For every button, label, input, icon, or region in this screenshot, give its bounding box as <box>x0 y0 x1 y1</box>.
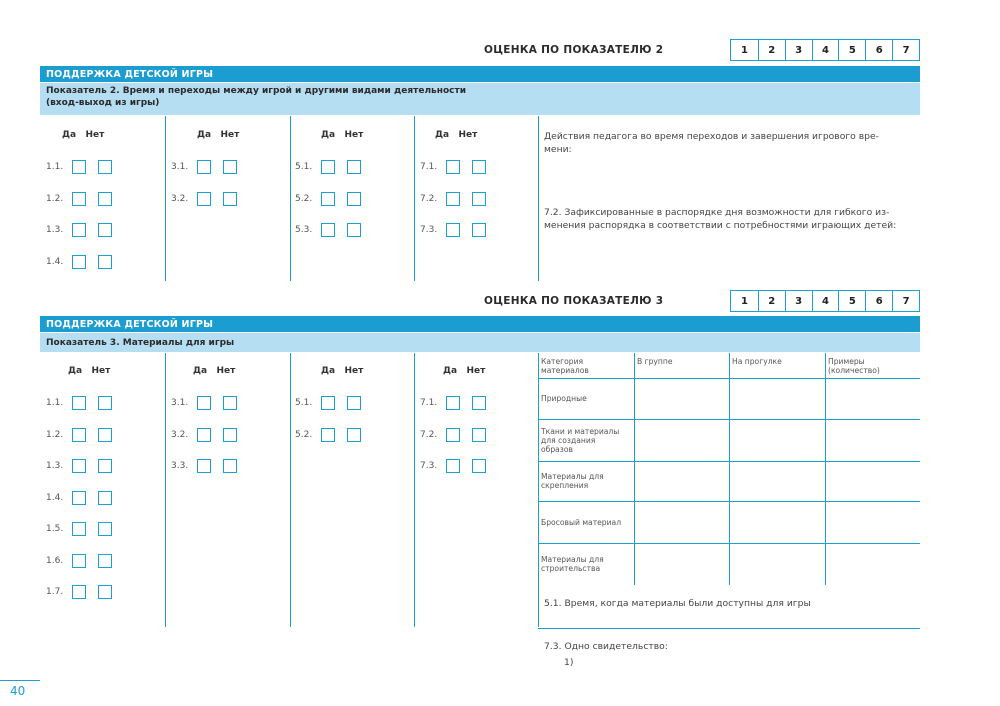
rating-box[interactable]: 7 <box>892 40 919 60</box>
no-label: Нет <box>344 130 364 140</box>
no-checkbox[interactable] <box>98 459 112 473</box>
no-checkbox[interactable] <box>98 255 112 269</box>
no-checkbox[interactable] <box>98 428 112 442</box>
yes-checkbox[interactable] <box>72 491 86 505</box>
yes-checkbox[interactable] <box>197 459 211 473</box>
yes-no-header <box>321 366 363 376</box>
checklist-row <box>46 428 112 442</box>
row-label: 1.2. <box>46 193 64 204</box>
indicator-bar-2 <box>40 83 920 115</box>
row-label: 1.1. <box>46 162 64 172</box>
row-label: 7.2. <box>420 429 438 440</box>
checklist-row <box>46 459 112 473</box>
no-checkbox[interactable] <box>223 428 237 442</box>
no-checkbox[interactable] <box>347 428 361 442</box>
checklist-row <box>295 223 361 237</box>
table-header-cell: На прогулке <box>732 357 782 366</box>
yes-checkbox[interactable] <box>446 192 460 206</box>
note-7-3: 7.3. Одно свидетельство: <box>544 641 668 652</box>
yes-checkbox[interactable] <box>321 160 335 174</box>
yes-no-header <box>68 366 110 376</box>
table-header-cell: В группе <box>637 357 673 366</box>
note-line: 7.2. Зафиксированные в распорядке дня возможности для гибкого из- <box>544 207 890 218</box>
no-checkbox[interactable] <box>472 160 486 174</box>
yes-checkbox[interactable] <box>446 428 460 442</box>
row-label: 1.6. <box>46 555 64 566</box>
rating-box[interactable]: 4 <box>812 40 839 60</box>
row-label: 3.1. <box>171 162 189 172</box>
checklist-row <box>46 491 112 505</box>
row-label: 5.1. <box>295 398 313 408</box>
checklist-row <box>46 192 112 206</box>
table-row-label: Материалы для строительства <box>541 555 604 573</box>
row-label: 1.3. <box>46 225 64 235</box>
no-checkbox[interactable] <box>347 396 361 410</box>
row-label: 3.3. <box>171 461 189 471</box>
yes-label: Да <box>197 130 212 140</box>
table-row-label: Материалы для скрепления <box>541 472 604 490</box>
note-line: мени: <box>544 144 572 155</box>
checklist-row <box>171 192 237 206</box>
rating-scale-2 <box>730 39 920 61</box>
row-label: 7.1. <box>420 398 438 408</box>
no-checkbox[interactable] <box>98 223 112 237</box>
table-row-label: Ткани и материалы для создания образов <box>541 426 620 454</box>
rating-box[interactable]: 2 <box>758 40 785 60</box>
rating-box[interactable]: 5 <box>838 40 865 60</box>
table-column-divider <box>825 353 826 585</box>
no-checkbox[interactable] <box>98 192 112 206</box>
rating-box[interactable]: 5 <box>838 291 865 311</box>
row-label: 1.4. <box>46 256 64 267</box>
yes-no-header <box>435 130 477 140</box>
row-label: 7.1. <box>420 162 438 172</box>
row-label: 1.5. <box>46 524 64 534</box>
indicator-title-line1: Показатель 2. Время и переходы между игрой и другими видами деятельности <box>46 86 466 96</box>
column-divider <box>414 353 415 627</box>
no-checkbox[interactable] <box>347 160 361 174</box>
rating-title-2: ОЦЕНКА ПО ПОКАЗАТЕЛЮ 2 <box>484 44 664 56</box>
note-flexible-schedule <box>544 206 920 232</box>
note-teacher-actions <box>544 130 920 156</box>
checklist-row <box>171 160 237 174</box>
row-label: 3.2. <box>171 193 189 204</box>
checklist-row <box>46 160 112 174</box>
yes-checkbox[interactable] <box>446 396 460 410</box>
yes-checkbox[interactable] <box>197 428 211 442</box>
checklist-row <box>420 192 486 206</box>
row-label: 5.3. <box>295 225 313 235</box>
note-5-1: 5.1. Время, когда материалы были доступны для игры <box>544 598 811 609</box>
yes-checkbox[interactable] <box>321 223 335 237</box>
yes-checkbox[interactable] <box>446 223 460 237</box>
section-bar: ПОДДЕРЖКА ДЕТСКОЙ ИГРЫ <box>40 66 920 82</box>
checklist-row <box>46 255 112 269</box>
no-checkbox[interactable] <box>98 554 112 568</box>
no-checkbox[interactable] <box>223 396 237 410</box>
rating-box[interactable]: 6 <box>865 291 892 311</box>
yes-checkbox[interactable] <box>72 522 86 536</box>
checklist-row <box>295 160 361 174</box>
section-bar: ПОДДЕРЖКА ДЕТСКОЙ ИГРЫ <box>40 316 920 332</box>
yes-no-header <box>62 130 104 140</box>
rating-box[interactable]: 4 <box>812 291 839 311</box>
no-checkbox[interactable] <box>98 491 112 505</box>
checklist-row <box>295 428 361 442</box>
yes-checkbox[interactable] <box>197 192 211 206</box>
rating-box[interactable]: 2 <box>758 291 785 311</box>
checklist-row <box>171 396 237 410</box>
yes-label: Да <box>62 130 77 140</box>
column-divider <box>165 353 166 627</box>
rating-box[interactable]: 1 <box>740 44 748 56</box>
indicator-bar-3: Показатель 3. Материалы для игры <box>40 333 920 352</box>
yes-checkbox[interactable] <box>321 428 335 442</box>
yes-no-header <box>321 130 363 140</box>
column-divider <box>290 116 291 281</box>
note-line: Действия педагога во время переходов и завершения игрового вре- <box>544 131 879 142</box>
column-divider <box>538 116 539 281</box>
no-checkbox[interactable] <box>472 428 486 442</box>
no-checkbox[interactable] <box>98 585 112 599</box>
yes-label: Да <box>443 366 458 376</box>
checklist-row <box>46 585 112 599</box>
rating-scale-3 <box>730 290 920 312</box>
column-divider <box>414 116 415 281</box>
yes-checkbox[interactable] <box>197 396 211 410</box>
table-row-label: Бросовый материал <box>541 517 622 527</box>
yes-no-header <box>193 366 235 376</box>
page-number-rule <box>0 680 40 681</box>
row-label: 1.4. <box>46 492 64 503</box>
checklist-row <box>420 396 486 410</box>
row-label: 5.2. <box>295 429 313 440</box>
checklist-row <box>171 459 237 473</box>
yes-label: Да <box>193 366 208 376</box>
no-checkbox[interactable] <box>472 223 486 237</box>
row-label: 7.3. <box>420 461 438 471</box>
checklist-row <box>46 522 112 536</box>
row-label: 7.2. <box>420 193 438 204</box>
rating-box[interactable]: 3 <box>785 291 812 311</box>
rating-title-3: ОЦЕНКА ПО ПОКАЗАТЕЛЮ 3 <box>484 295 664 307</box>
yes-no-header <box>443 366 485 376</box>
yes-label: Да <box>321 366 336 376</box>
checklist-row <box>46 223 112 237</box>
row-label: 1.1. <box>46 398 64 408</box>
rating-box[interactable]: 3 <box>785 40 812 60</box>
checklist-row <box>420 223 486 237</box>
no-checkbox[interactable] <box>347 192 361 206</box>
row-label: 1.7. <box>46 587 64 597</box>
rating-box[interactable]: 7 <box>892 291 919 311</box>
checklist-row <box>295 192 361 206</box>
row-label: 5.2. <box>295 193 313 204</box>
rating-box[interactable]: 6 <box>865 40 892 60</box>
yes-checkbox[interactable] <box>72 160 86 174</box>
row-label: 3.1. <box>171 398 189 408</box>
yes-checkbox[interactable] <box>72 192 86 206</box>
no-label: Нет <box>344 366 364 376</box>
table-column-divider <box>634 353 635 585</box>
checklist-row <box>46 554 112 568</box>
row-label: 1.2. <box>46 429 64 440</box>
table-header-cell: Примеры (количество) <box>828 357 880 375</box>
yes-checkbox[interactable] <box>72 459 86 473</box>
no-label: Нет <box>466 366 486 376</box>
yes-label: Да <box>435 130 450 140</box>
row-label: 1.3. <box>46 461 64 471</box>
indicator-title-line2: (вход-выход из игры) <box>46 98 160 108</box>
yes-checkbox[interactable] <box>321 396 335 410</box>
yes-checkbox[interactable] <box>72 554 86 568</box>
table-row-label: Природные <box>541 394 587 403</box>
table-header-cell: Категория материалов <box>541 357 589 375</box>
row-label: 7.3. <box>420 225 438 235</box>
checklist-row <box>295 396 361 410</box>
page-number: 40 <box>10 684 26 698</box>
yes-checkbox[interactable] <box>72 428 86 442</box>
no-checkbox[interactable] <box>223 192 237 206</box>
yes-checkbox[interactable] <box>321 192 335 206</box>
yes-checkbox[interactable] <box>72 396 86 410</box>
no-checkbox[interactable] <box>347 223 361 237</box>
no-label: Нет <box>216 366 236 376</box>
no-label: Нет <box>85 130 105 140</box>
column-divider <box>165 116 166 281</box>
materials-table <box>538 353 920 585</box>
no-label: Нет <box>91 366 111 376</box>
no-checkbox[interactable] <box>223 160 237 174</box>
checklist-row <box>420 459 486 473</box>
rating-box[interactable]: 1 <box>740 295 748 307</box>
checklist-row <box>46 396 112 410</box>
checklist-row <box>171 428 237 442</box>
checklist-row <box>420 428 486 442</box>
checklist-row <box>420 160 486 174</box>
note-7-3-item: 1) <box>564 657 574 668</box>
yes-label: Да <box>321 130 336 140</box>
yes-checkbox[interactable] <box>446 459 460 473</box>
row-label: 5.1. <box>295 162 313 172</box>
yes-no-header <box>197 130 239 140</box>
yes-checkbox[interactable] <box>72 585 86 599</box>
no-checkbox[interactable] <box>98 522 112 536</box>
no-label: Нет <box>458 130 478 140</box>
yes-label: Да <box>68 366 83 376</box>
no-checkbox[interactable] <box>472 396 486 410</box>
table-column-divider <box>729 353 730 585</box>
no-checkbox[interactable] <box>472 459 486 473</box>
no-checkbox[interactable] <box>223 459 237 473</box>
row-label: 3.2. <box>171 429 189 440</box>
column-divider <box>290 353 291 627</box>
yes-checkbox[interactable] <box>72 223 86 237</box>
note-line: менения распорядка в соответствии с потребностями играющих детей: <box>544 220 897 231</box>
yes-checkbox[interactable] <box>197 160 211 174</box>
no-checkbox[interactable] <box>98 160 112 174</box>
yes-checkbox[interactable] <box>72 255 86 269</box>
no-label: Нет <box>220 130 240 140</box>
no-checkbox[interactable] <box>472 192 486 206</box>
no-checkbox[interactable] <box>98 396 112 410</box>
yes-checkbox[interactable] <box>446 160 460 174</box>
divider <box>538 628 920 629</box>
